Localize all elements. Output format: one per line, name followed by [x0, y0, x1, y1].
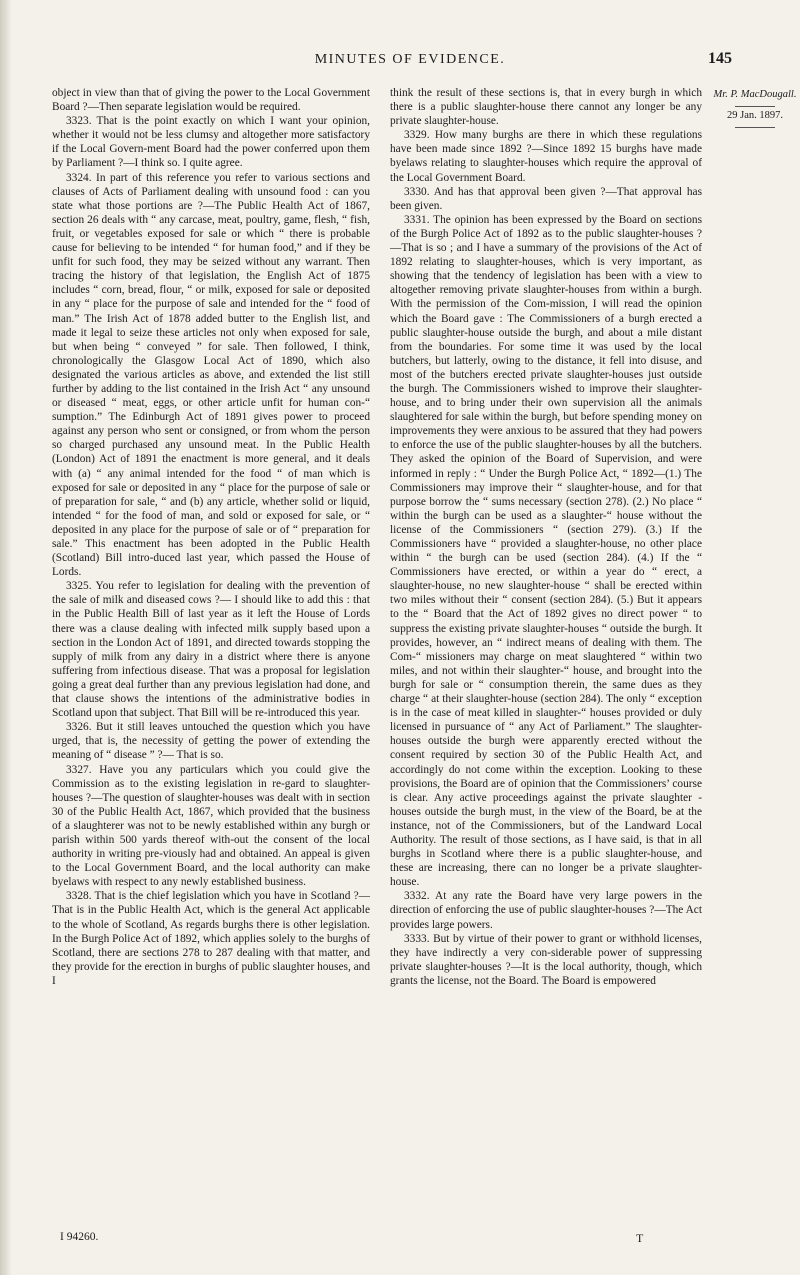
paragraph: 3332. At any rate the Board have very large powers in the direction of enforcing the use of public slaughter-houses ?—The Act provides large powers.	[390, 890, 702, 931]
right-column	[390, 86, 702, 988]
paragraph: 3328. That is the chief legislation which you have in Scotland ?—That is in the Public Health Act, which is the general Act applicable to the whole of Scotland, As regards burghs there is other legislation. In the Burgh Police Act of 1892, which applies solely to the burghs of Scotland, there are sections 278 to 287 dealing with that matter, and they provide for the erection in burghs of public slaughter houses, and I	[52, 890, 370, 987]
margin-note	[712, 88, 798, 128]
paragraph: 3330. And has that approval been given ?—That approval has been given.	[390, 185, 702, 212]
paragraph: 3325. You refer to legislation for dealing with the prevention of the sale of milk and diseased cows ?— I should like to add this : that in the Public Health Bill of last year as it left the House of Lords there was a clause dealing with infected milk supply based upon a section in the London Act of 1891, and directed towards stopping the supply of milk from any dairy in a district where there is anyone suffering from infectious disease. That was a proposal for legislation going a great deal further than any previous legislation had done, and that clause shows the intentions of the administrative bodies in Scotland upon that subject. That Bill will be re-introduced this year.	[52, 580, 370, 720]
paragraph: 3323. That is the point exactly on which I want your opinion, whether it would not be less clumsy and altogether more satisfactory if the Local Govern-ment Board had the power conferred upon them by Parliament ?—I think so. I quite agree.	[52, 115, 370, 170]
witness-date: 29 Jan. 1897.	[727, 110, 783, 121]
witness-name: Mr. P. MacDougall.	[713, 89, 797, 100]
page-edge-shadow	[0, 0, 12, 1275]
paragraph: 3327. Have you any particulars which you could give the Commission as to the existing legislation in re-gard to slaughter-houses ?—The question of slaughter-houses was dealt with in section 30 of the Public Health Act, 1867, which provided that the business of a slaughterer was not to be newly established within any burgh or parish within 500 yards thereof with-out the consent of the local authority in writing pre-viously had and obtained. An appeal is given to the Local Government Board, and the local authority can make byelaws with respect to any newly established business.	[52, 763, 370, 889]
signature-mark: T	[636, 1231, 644, 1245]
left-column	[52, 86, 370, 988]
paragraph: 3326. But it still leaves untouched the question which you have urged, that is, the necessity of getting the power of extending the meaning of “ disease ” ?— That is so.	[52, 721, 370, 762]
page-number: 145	[708, 50, 732, 67]
paragraph: 3324. In part of this reference you refer to various sections and clauses of Acts of Parliament dealing with unsound food : can you state what those portions are ?—The Public Health Act of 1867, section 26 deals with “ any carcase, meat, poultry, game, flesh, “ fish, fruit, or vegetables exposed for sale or which “ there is probable cause for believing to be intended “ for human food,” and if they be unfit for such food, they may be seized without any warrant. Then tracing the history of that legislation, the English Act of 1875 includes “ corn, bread, flour, “ or milk, exposed for sale or deposited in any “ place for the purpose of sale and intended for the “ food of man.” The Irish Act of 1878 added butter to the English list, and made it legal to seize these articles not only when exposed for sale, but when being “ conveyed ” for sale. Then followed, I think, chronologically the Glasgow Local Act of 1890, which also designated the various articles as above, and extended the list still further by adding to the list contained in the Irish Act “ any unsound or diseased “ meat, eggs, or other article unfit for human con-“ sumption.” The Edinburgh Act of 1891 gives power to proceed against any person who sent or consigned, or from whom the person so charged purchased any unsound meat. In the Public Health (London) Act of 1891 the enactment is more general, and it deals with (a) “ any animal intended for the food “ of man which is exposed for sale or deposited in any “ place for the purpose of sale or of preparation for sale, “ and (b) any article, whether solid or liquid, intended “ for the food of man, and sold or exposed for sale, or “ deposited in any place for the purpose of sale or of “ preparation for sale.” This enactment has been adopted in the Public Health (Scotland) Bill intro-duced last year, which passed the House of Lords.	[52, 171, 370, 579]
paragraph: 3333. But by virtue of their power to grant or withhold licenses, they have indirectly a very con-siderable power of suppressing private slaughter-houses ?—It is the local authority, though, which grants the license, not the Board. The Board is empowered	[390, 932, 702, 987]
running-title: MINUTES OF EVIDENCE.	[314, 52, 506, 67]
margin-rule-bottom	[735, 127, 775, 128]
paragraph: 3331. The opinion has been expressed by the Board on sections of the Burgh Police Act of 1892 as to the public slaughter-houses ?—That is so ; and I have a summary of the provisions of the Act of 1892 relating to slaughter-houses, which is very important, as showing that the tendency of legislation has been with a view to altogether removing private slaughter-houses from within a burgh. With the permission of the Com-mission, I will read the opinion which the Board gave : The Commissioners of a burgh erected a public slaughter-house outside the burgh, and about a mile distant from the boundaries. For some time it was used by the local butchers, but latterly, owing to the distance, it fell into disuse, and most of the butchers erected private slaughter-houses just outside the burgh. The Commissioners wished to improve their slaughter-house, and to bring under their own supervision all the animals slaughtered for sale within the burgh, but before spending money on improvements they were anxious to be assured that they had powers to enforce the use of the public slaughter-houses by all the butchers. They asked the opinion of the Board of Supervision, and were informed in reply : “ Under the Burgh Police Act, “ 1892—(1.) The Commissioners may improve their “ slaughter-house, and for that purpose borrow the “ sums necessary (section 278). (2.) No place “ within the burgh can be used as a slaughter-“ house without the license of the Commissioners “ (section 279). (3.) If the Commissioners have “ provided a slaughter-house, no other place within “ the burgh can be used (section 284). (4.) If the “ Commissioners have erected, or within a year do “ erect, a slaughter-house, no new slaughter-house “ shall be erected within two miles without their “ consent (section 284). (5.) But it appears to the “ Board that the Act of 1892 gives no direct power “ to suppress the existing private slaughter-houses “ outside the burgh. It provides, however, an “ indirect means of dealing with them. The Com-“ missioners may charge on meat slaughtered “ within two miles, and not within their slaughter-“ house, and brought into the burgh for sale or “ consumption therein, the same dues as they charge “ at their slaughter-house (section 284). The only “ exception is in the case of meat killed in slaughter-“ houses provided or duly licensed in pursuance of “ any Act of Parliament.” The slaughter-houses outside the burgh were apparently erected without the consent required by section 30 of the Public Health Act, and accordingly do not come within the exception. Looking to these provisions, the Board are of opinion that the Commissioners’ course is clear. Any active proceedings against the private slaughter - houses outside the burgh must, in the view of the Board, be at the instance, not of the Commissioners, but of the Landward Local Authority. The result of those sections, as I have said, is that in all burghs in Scotland where there is a public slaughter-house, and these are increasing, there can no longer be a private slaughter-house.	[390, 213, 702, 889]
paragraph: 3329. How many burghs are there in which these regulations have been made since 1892 ?—Since 1892 15 burghs have made byelaws relating to slaughter-houses which require the approval of the Local Government Board.	[390, 129, 702, 184]
margin-rule	[735, 106, 775, 107]
paragraph: think the result of these sections is, that in every burgh in which there is a public slaughter-house there cannot any longer be any private slaughter-house.	[390, 87, 702, 128]
page-header	[0, 52, 800, 76]
print-code: I 94260.	[60, 1231, 99, 1243]
paragraph: object in view than that of giving the power to the Local Government Board ?—Then separate legislation would be required.	[52, 87, 370, 114]
